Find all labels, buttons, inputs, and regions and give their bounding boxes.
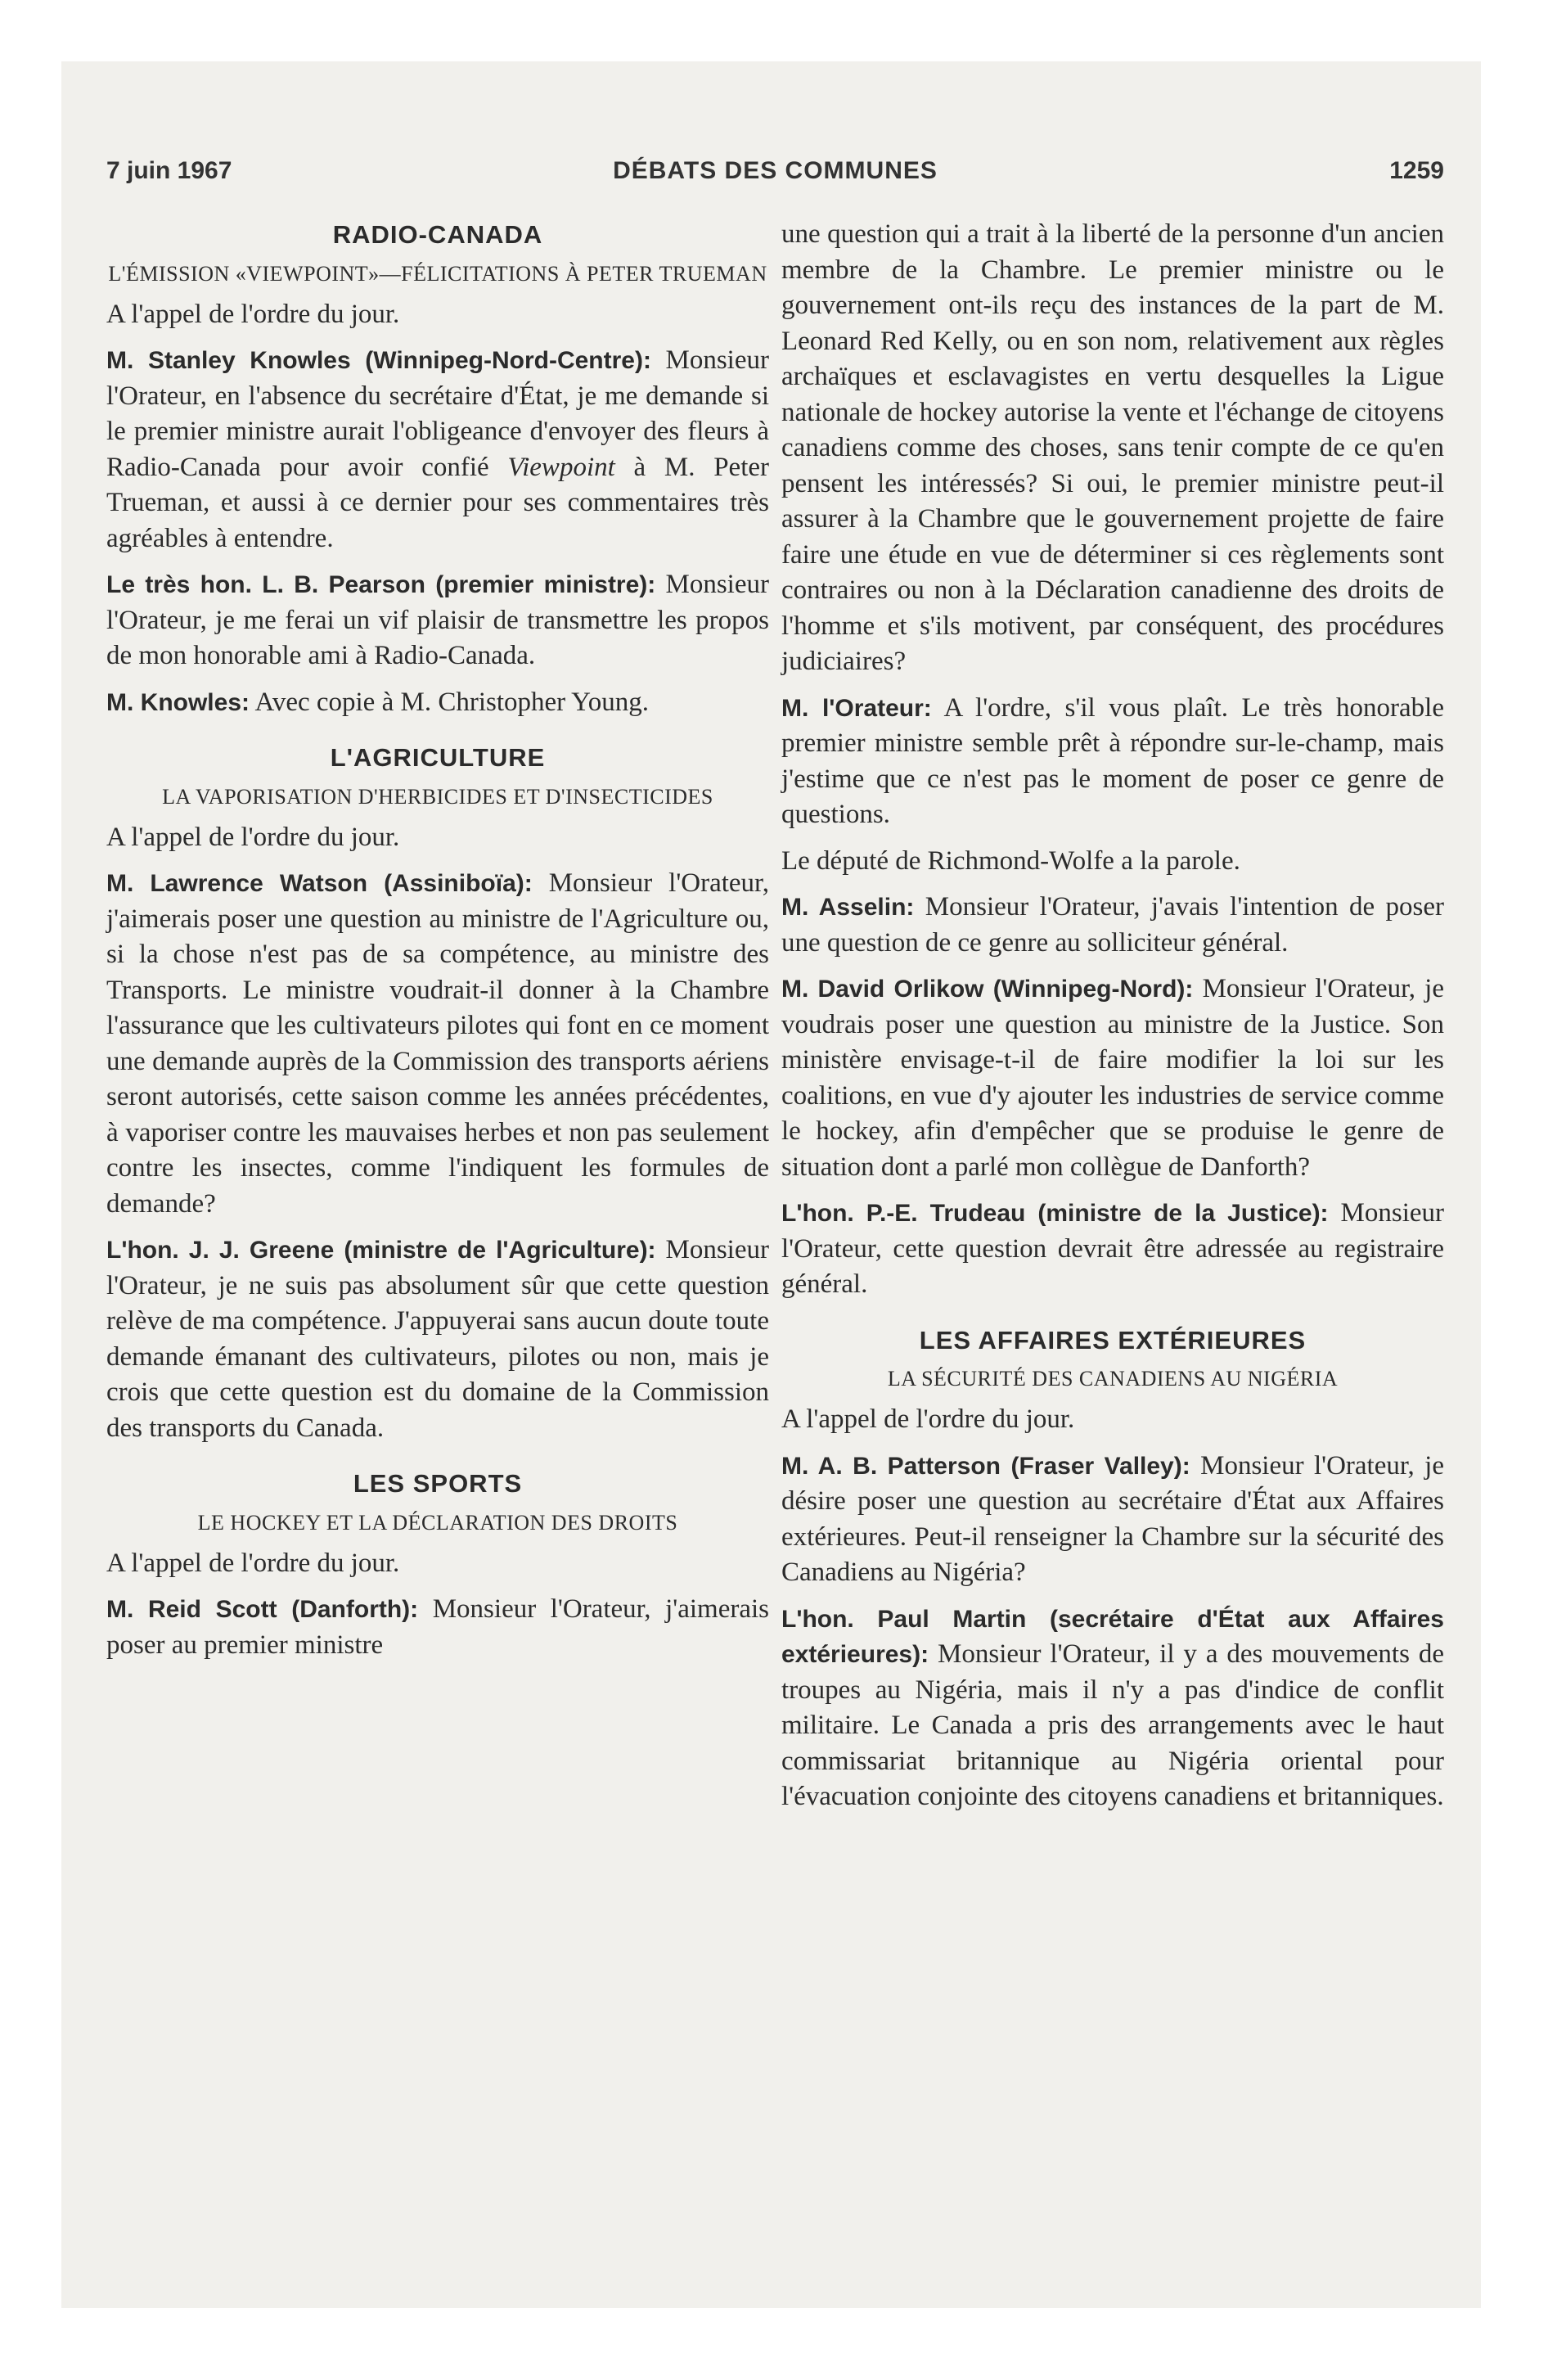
speech-text: Monsieur l'Orateur, en l'absence du secrétaire d'État, je me demande si le premier ministre aurait l'obligeance d'envoyer des fleurs à Radio-Canada pour avoir confié: [106, 345, 769, 482]
order-of-day-call: A l'appel de l'ordre du jour.: [106, 1548, 400, 1578]
speaker-martin: L'hon. Paul Martin (secrétaire d'État aux Affaires extérieures):: [781, 1605, 1444, 1668]
speech-text: Monsieur l'Orateur, j'aimerais poser une question au ministre de l'Agriculture ou, si la chose n'est pas de sa compétence, au ministre des Transports. Le ministre voudrait-il donner à la Chambre l'assurance que les cultivateurs pilotes qui font en ce moment une demande auprès de la Commission des transports aériens seront autorisés, cette saison comme les années précédentes, à vaporiser contre les mauvaises herbes et non pas seulement contre les insectes, comme l'indiquent les formules de demande?: [106, 868, 769, 1219]
order-of-day-call: A l'appel de l'ordre du jour.: [781, 1404, 1075, 1434]
speaker-orateur: M. l'Orateur:: [781, 694, 932, 722]
running-header: [106, 157, 1444, 193]
right-column: [781, 217, 1444, 1826]
speech-text: Monsieur l'Orateur, je voudrais poser une question au ministre de la Justice. Son ministère envisage-t-il de faire modifier la loi sur les coalitions, en vue d'y ajouter les industries de service comme le hockey, afin d'empêcher que se produise le genre de situation dont a parlé mon collègue de Danforth?: [781, 974, 1444, 1182]
speaker-asselin: M. Asselin:: [781, 894, 915, 921]
section-title-sports: LES SPORTS: [353, 1469, 523, 1498]
speech-asselin: [781, 890, 1444, 961]
speech-text: Monsieur l'Orateur, il y a des mouvements de troupes au Nigéria, mais il n'y a pas d'indice de conflit militaire. Le Canada a pris des arrangements avec le haut commissariat britannique au Nigéria oriental pour l'évacuation conjointe des citoyens canadiens et britanniques.: [781, 1639, 1444, 1811]
speech-text: Avec copie à M. Christopher Young.: [250, 687, 649, 717]
section-subtitle-viewpoint: L'ÉMISSION «VIEWPOINT»—FÉLICITATIONS À PETER TRUEMAN: [108, 261, 767, 286]
speech-text: Monsieur l'Orateur, je ne suis pas absolument sûr que cette question relève de ma compétence. J'appuyerai sans aucun doute toute demande émanant des cultivateurs, pilotes ou non, mais je crois que cette question est du domaine de la Commission des transports du Canada.: [106, 1235, 769, 1443]
section-title-agriculture: L'AGRICULTURE: [330, 743, 546, 772]
order-of-day-call: A l'appel de l'ordre du jour.: [106, 822, 400, 852]
speaker-patterson: M. A. B. Patterson (Fraser Valley):: [781, 1452, 1190, 1480]
speech-text: Monsieur l'Orateur, j'avais l'intention de poser une question de ce genre au solliciteur général.: [781, 892, 1444, 958]
section-subtitle-herbicides: LA VAPORISATION D'HERBICIDES ET D'INSECTICIDES: [162, 784, 713, 809]
speech-orlikow: [781, 971, 1444, 1185]
speaker-greene: L'hon. J. J. Greene (ministre de l'Agriculture):: [106, 1237, 656, 1264]
program-title-italic: Viewpoint: [507, 452, 615, 482]
speech-text: à M. Peter Trueman, et aussi à ce dernier pour ses commentaires très agréables à entendre.: [106, 452, 769, 553]
speech-speaker-orateur: [781, 691, 1444, 833]
header-title: DÉBATS DES COMMUNES: [613, 157, 938, 184]
speech-text: Monsieur l'Orateur, j'aimerais poser au premier ministre: [106, 1594, 769, 1660]
speech-patterson: [781, 1449, 1444, 1591]
speaker-pearson: Le très hon. L. B. Pearson (premier ministre):: [106, 571, 656, 598]
speaker-knowles: M. Stanley Knowles (Winnipeg-Nord-Centre):: [106, 347, 651, 374]
order-of-day-call: A l'appel de l'ordre du jour.: [106, 299, 400, 329]
speaker-knowles-short: M. Knowles:: [106, 688, 250, 716]
header-date: 7 juin 1967: [106, 157, 232, 184]
speech-scott: [106, 1592, 769, 1663]
section-subtitle-hockey: LE HOCKEY ET LA DÉCLARATION DES DROITS: [197, 1510, 678, 1535]
section-title-foreign-affairs: LES AFFAIRES EXTÉRIEURES: [919, 1325, 1307, 1355]
speech-greene: [106, 1233, 769, 1446]
speech-scott-continued: une question qui a trait à la liberté de la personne d'un ancien membre de la Chambre. Le premier ministre ou le gouvernement ont-ils reçu des instances de la part de M. Leonard Red Kelly, ou en son nom, relativement aux règles archaïques et esclavagistes en vertu desquelles la Ligue nationale de hockey autorise la vente et l'échange de citoyens canadiens comme des choses, sans tenir compte de ce qu'en pensent les intéressés? Si oui, le premier ministre peut-il assurer à la Chambre que le gouvernement projette de faire faire une étude en vue de déterminer si ces règlements sont contraires ou non à la Déclaration canadienne des droits de l'homme et s'ils motivent, par conséquent, des procédures judiciaires?: [781, 219, 1444, 676]
speech-text: Monsieur l'Orateur, je désire poser une question au secrétaire d'État aux Affaires extérieures. Peut-il renseigner la Chambre sur la sécurité des Canadiens au Nigéria?: [781, 1450, 1444, 1587]
speech-knowles-reply: [106, 685, 769, 721]
speech-text: Monsieur l'Orateur, je me ferai un vif plaisir de transmettre les propos de mon honorable ami à Radio-Canada.: [106, 570, 769, 670]
section-title-radio-canada: RADIO-CANADA: [332, 220, 543, 249]
speech-pearson: [106, 567, 769, 674]
speech-martin: [781, 1602, 1444, 1815]
speech-richmond-wolfe: Le député de Richmond-Wolfe a la parole.: [781, 845, 1240, 876]
speech-text: Monsieur l'Orateur, cette question devrait être adressée au registraire général.: [781, 1198, 1444, 1299]
left-column: [106, 217, 769, 1674]
section-subtitle-nigeria: LA SÉCURITÉ DES CANADIENS AU NIGÉRIA: [887, 1367, 1339, 1391]
speech-watson: [106, 866, 769, 1222]
speech-text: A l'ordre, s'il vous plaît. Le très honorable premier ministre semble prêt à répondre sur-le-champ, mais j'estime que ce n'est pas le moment de poser ce genre de questions.: [781, 692, 1444, 829]
speech-trudeau: [781, 1196, 1444, 1303]
speaker-scott: M. Reid Scott (Danforth):: [106, 1596, 419, 1623]
speaker-trudeau: L'hon. P.-E. Trudeau (ministre de la Justice):: [781, 1200, 1329, 1227]
speech-knowles: [106, 343, 769, 557]
header-page-number: 1259: [1389, 157, 1444, 184]
speaker-watson: M. Lawrence Watson (Assiniboïa):: [106, 870, 533, 897]
speaker-orlikow: M. David Orlikow (Winnipeg-Nord):: [781, 976, 1194, 1003]
